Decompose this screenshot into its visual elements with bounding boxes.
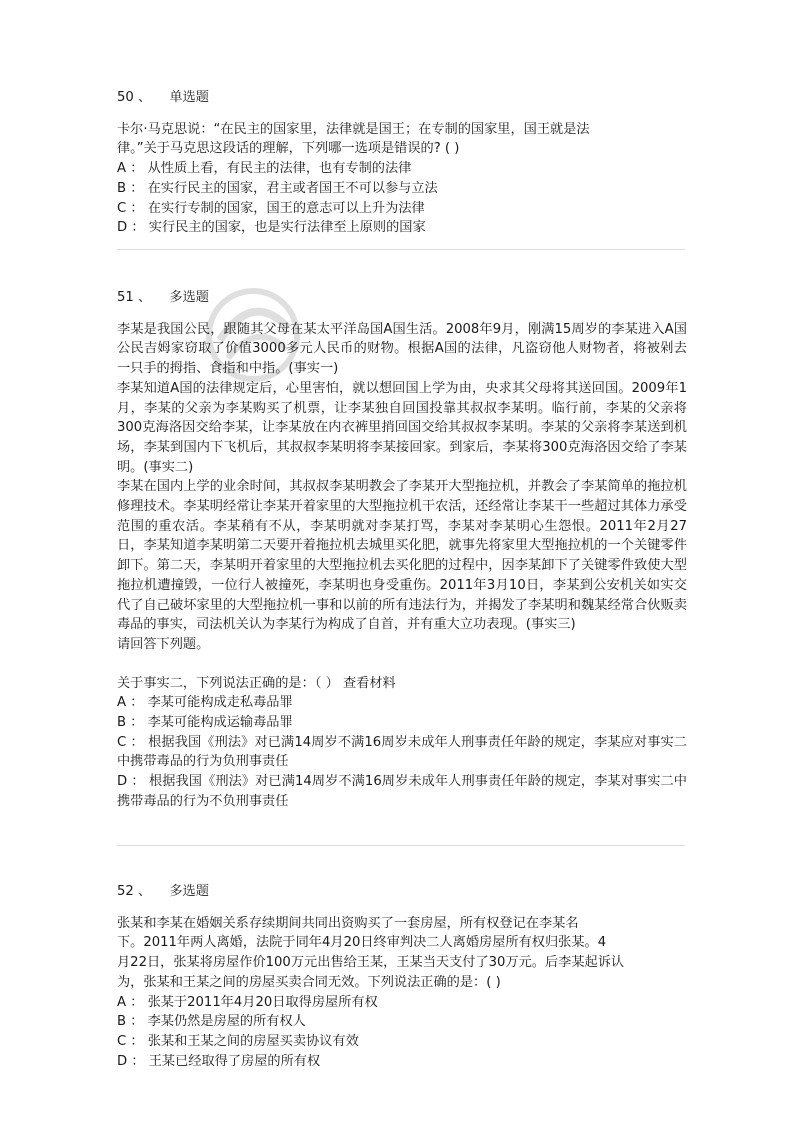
question-header: [117, 882, 687, 902]
option-c[interactable]: C ： 在实行专制的国家，国王的意志可以上升为法律: [117, 200, 425, 216]
sub-question: 关于事实二，下列说法正确的是：（ ） 查看材料: [117, 675, 396, 691]
option-a[interactable]: A ： 张某于2011年4月20日取得房屋所有权: [117, 994, 378, 1010]
option-d[interactable]: D ： 根据我国《刑法》对已满14周岁不满16周岁未成年人刑事责任年龄的规定，李某对事实二中携带毒品的行为不负刑事责任: [117, 774, 687, 809]
option-d[interactable]: D ： 王某已经取得了房屋的所有权: [117, 1053, 321, 1069]
option-c[interactable]: C ： 根据我国《刑法》对已满14周岁不满16周岁未成年人刑事责任年龄的规定，李某应对事实二中携带毒品的行为负刑事责任: [117, 734, 687, 770]
question-number: 51 、: [117, 290, 152, 305]
question-header: [117, 88, 687, 108]
option-b[interactable]: B ： 李某仍然是房屋的所有权人: [117, 1014, 306, 1030]
question-material: [117, 320, 687, 655]
question-divider: [117, 845, 685, 846]
question-number: 50 、: [117, 90, 152, 105]
option-a[interactable]: A ： 从性质上看，有民主的法律，也有专制的法律: [117, 161, 412, 177]
material-paragraph: 请回答下列题。: [117, 636, 210, 652]
question-stem-line: 律。”关于马克思这段话的理解，下列哪一选项是错误的? ( ): [117, 141, 460, 157]
question-header: [117, 288, 687, 308]
question-stem-line: 张某和李某在婚姻关系存续期间共同出资购买了一套房屋，所有权登记在李某名: [117, 915, 579, 931]
material-paragraph: 李某在国内上学的业余时间，其叔叔李某明教会了李某开大型拖拉机，并教会了李某简单的拖拉机修理技术。李某明经常让李某开着家里的大型拖拉机干农活，还经常让李某干一些超过其体力承受范围的重农活。李某稍有不从，李某明就对李某打骂，李某对李某明心生怨恨。2011年2月27日，李某知道李某明第二天要开着拖拉机去城里买化肥，就事先将家里大型拖拉机的一个关键零件卸下。第二天，李某明开着家里的大型拖拉机去买化肥的过程中，因李某卸下了关键零件致使大型拖拉机遭撞毁，一位行人被撞死，李某明也身受重伤。2011年3月10日，李某到公安机关如实交代了自己破坏家里的大型拖拉机一事和以前的所有违法行为，并揭发了李某明和魏某经常合伙贩卖毒品的事实，司法机关认为李某行为构成了自首，并有重大立功表现。(事实三): [117, 479, 687, 633]
question-stem-line: 卡尔·马克思说：“在民主的国家里，法律就是国王；在专制的国家里，国王就是法: [117, 121, 590, 137]
option-b[interactable]: B ： 在实行民主的国家，君主或者国王不可以参与立法: [117, 180, 438, 196]
question-number: 52 、: [117, 884, 152, 899]
material-paragraph: 李某是我国公民，跟随其父母在某太平洋岛国A国生活。2008年9月，刚满15周岁的李某进入A国公民吉姆家窃取了价值3000多元人民币的财物。根据A国的法律，凡盗窃他人财物者，将被剁去一只手的拇指、食指和中指。(事实一): [117, 321, 687, 377]
question-stem-line: 月22日，张某将房屋作价100万元出售给王某，王某当天支付了30万元。后李某起诉认: [117, 955, 625, 971]
question-type: 多选题: [169, 290, 209, 305]
question-stem-line: 下。2011年两人离婚，法院于同年4月20日终审判决二人离婚房屋所有权归张某。4: [117, 935, 607, 951]
option-a[interactable]: A ： 李某可能构成走私毒品罪: [117, 695, 293, 711]
option-b[interactable]: B ： 李某可能构成运输毒品罪: [117, 715, 293, 731]
material-paragraph: 李某知道A国的法律规定后，心里害怕，就以想回国上学为由，央求其父母将其送回国。2009年1月，李某的父亲为李某购买了机票，让李某独自回国投靠其叔叔李某明。临行前，李某的父亲将300克海洛因交给李某，让李某放在内衣裤里捎回国交给其叔叔李某明。李某的父亲将李某送到机场，李某到国内下飞机后，其叔叔李某明将李某接回家。到家后，李某将300克海洛因交给了李某明。(事实二): [117, 380, 687, 475]
option-c[interactable]: C ： 张某和王某之间的房屋买卖协议有效: [117, 1033, 359, 1049]
option-d[interactable]: D ： 实行民主的国家，也是实行法律至上原则的国家: [117, 220, 426, 236]
question-52: [117, 882, 687, 1071]
question-type: 多选题: [169, 884, 209, 899]
question-stem-line: 为，张某和王某之间的房屋买卖合同无效。下列说法正确的是：( ): [117, 974, 501, 990]
question-type: 单选题: [169, 90, 209, 105]
question-50: [117, 88, 687, 238]
question-51: [117, 288, 687, 812]
question-divider: [117, 249, 685, 250]
